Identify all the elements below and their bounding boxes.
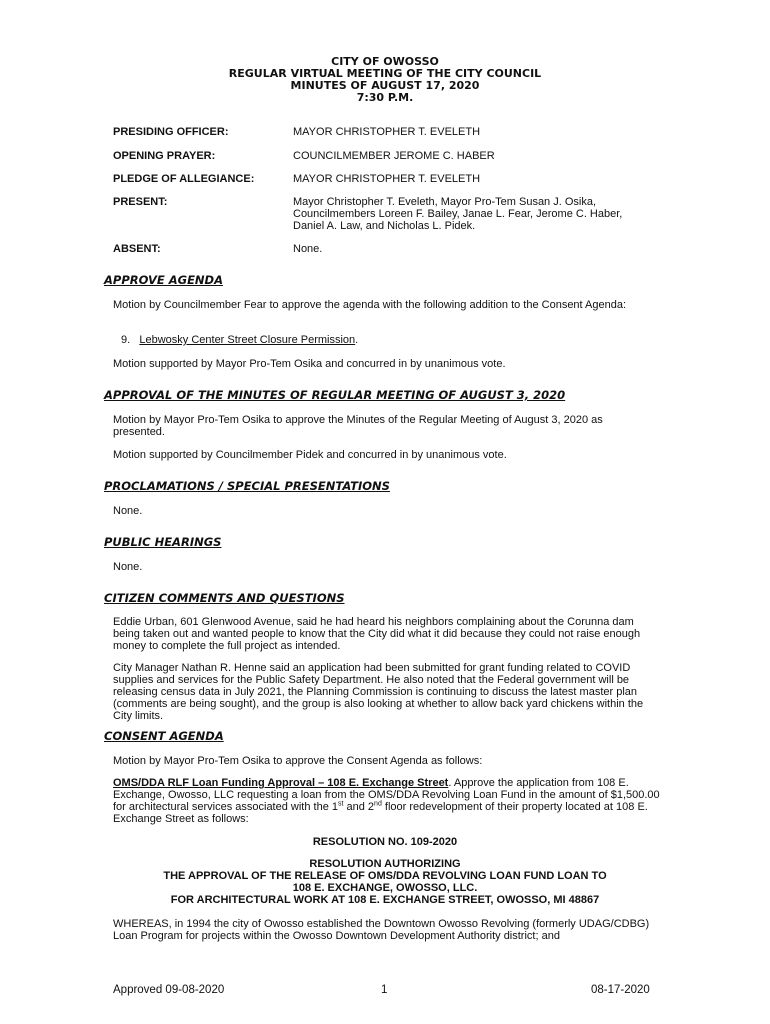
consent-item [113,777,663,825]
citizen-comment-urban: Eddie Urban, 601 Glenwood Avenue, said he had heard his neighbors complaining about the Corunna dam being taken out and wanted people to know that the City did what it did because they could not raise enough money to complete the full project as intended. [113,616,641,652]
consent-motion: Motion by Mayor Pro-Tem Osika to approve the Consent Agenda as follows: [113,755,483,767]
resolution-whereas: WHEREAS, in 1994 the city of Owosso established the Downtown Owosso Revolving (formerly UDAG/CDBG) Loan Program for projects within the Owosso Downtown Development Authority district; and [113,918,650,942]
citizen-comments-heading: CITIZEN COMMENTS AND QUESTIONS [104,591,345,605]
resolution-title-2: THE APPROVAL OF THE RELEASE OF OMS/DDA REVOLVING LOAN FUND LOAN TO [163,870,607,882]
presiding-officer-value: MAYOR CHRISTOPHER T. EVELETH [293,126,481,138]
header-time: 7:30 P.M. [356,91,414,104]
consent-item-sup1: st [338,800,344,808]
footer-page-number: 1 [381,984,388,996]
header-meeting: REGULAR VIRTUAL MEETING OF THE CITY COUNCIL [228,67,542,80]
present-label: PRESENT: [113,196,168,208]
opening-prayer-value: COUNCILMEMBER JEROME C. HABER [293,150,495,162]
consent-item-text-b: and 2 [343,801,375,813]
footer-date: 08-17-2020 [591,984,650,996]
footer-approved: Approved 09-08-2020 [113,984,225,996]
resolution-title-4: FOR ARCHITECTURAL WORK AT 108 E. EXCHANGE STREET, OWOSSO, MI 48867 [170,894,600,906]
approve-agenda-motion: Motion by Councilmember Fear to approve the agenda with the following addition to the Consent Agenda: [113,299,627,311]
agenda-item-number: 9. [121,334,131,346]
consent-item-sup2: nd [374,800,382,808]
minutes-heading: APPROVAL OF THE MINUTES OF REGULAR MEETING OF AUGUST 3, 2020 [104,388,566,402]
opening-prayer-label: OPENING PRAYER: [113,150,216,162]
consent-item-text-c: floor redevelopment of their property located at 108 E. Exchange Street as follows: [113,801,648,825]
header-city: CITY OF OWOSSO [331,55,439,68]
proclamations-body: None. [113,505,143,517]
presiding-officer-label: PRESIDING OFFICER: [113,126,229,138]
public-hearings-heading: PUBLIC HEARINGS [104,535,222,549]
agenda-item-link[interactable]: Lebwosky Center Street Closure Permission [139,334,356,346]
pledge-label: PLEDGE OF ALLEGIANCE: [113,173,255,185]
consent-agenda-heading: CONSENT AGENDA [104,729,224,743]
document-header [0,56,770,104]
approve-agenda-support: Motion supported by Mayor Pro-Tem Osika and concurred in by unanimous vote. [113,358,506,370]
agenda-addition-item [121,334,358,346]
consent-item-title: OMS/DDA RLF Loan Funding Approval – 108 E. Exchange Street [113,777,449,789]
absent-label: ABSENT: [113,243,161,255]
consent-item-text-a: . Approve the application from 108 E. Exchange, Owosso, LLC requesting a loan from the OMS/DDA Revolving Loan Fund in the amount of $1,500.00 for architectural services associated with the 1 [113,777,660,813]
agenda-item-period: . [355,334,359,346]
resolution-number: RESOLUTION NO. 109-2020 [312,836,458,848]
resolution-title-3: 108 E. EXCHANGE, OWOSSO, LLC. [292,882,478,894]
citizen-comment-henne: City Manager Nathan R. Henne said an application had been submitted for grant funding related to COVID supplies and services for the Public Safety Department. He also noted that the Federal government will be releasing census data in July 2021, the Planning Commission is continuing to discuss the latest master plan (comments are being sought), and the group is also looking at whether to allow back yard chickens within the City limits. [113,662,644,722]
present-value: Mayor Christopher T. Eveleth, Mayor Pro-Tem Susan J. Osika, Councilmembers Loreen F. Bailey, Janae L. Fear, Jerome C. Haber, Daniel A. Law, and Nicholas L. Pidek. [293,196,623,232]
minutes-support: Motion supported by Councilmember Pidek and concurred in by unanimous vote. [113,449,507,461]
proclamations-heading: PROCLAMATIONS / SPECIAL PRESENTATIONS [104,479,390,493]
resolution-title-1: RESOLUTION AUTHORIZING [309,858,461,870]
header-minutes-date: MINUTES OF AUGUST 17, 2020 [290,79,480,92]
public-hearings-body: None. [113,561,143,573]
approve-agenda-heading: APPROVE AGENDA [104,273,224,287]
absent-value: None. [293,243,323,255]
minutes-motion: Motion by Mayor Pro-Tem Osika to approve the Minutes of the Regular Meeting of August 3, 2020 as presented. [113,414,603,438]
pledge-value: MAYOR CHRISTOPHER T. EVELETH [293,173,481,185]
